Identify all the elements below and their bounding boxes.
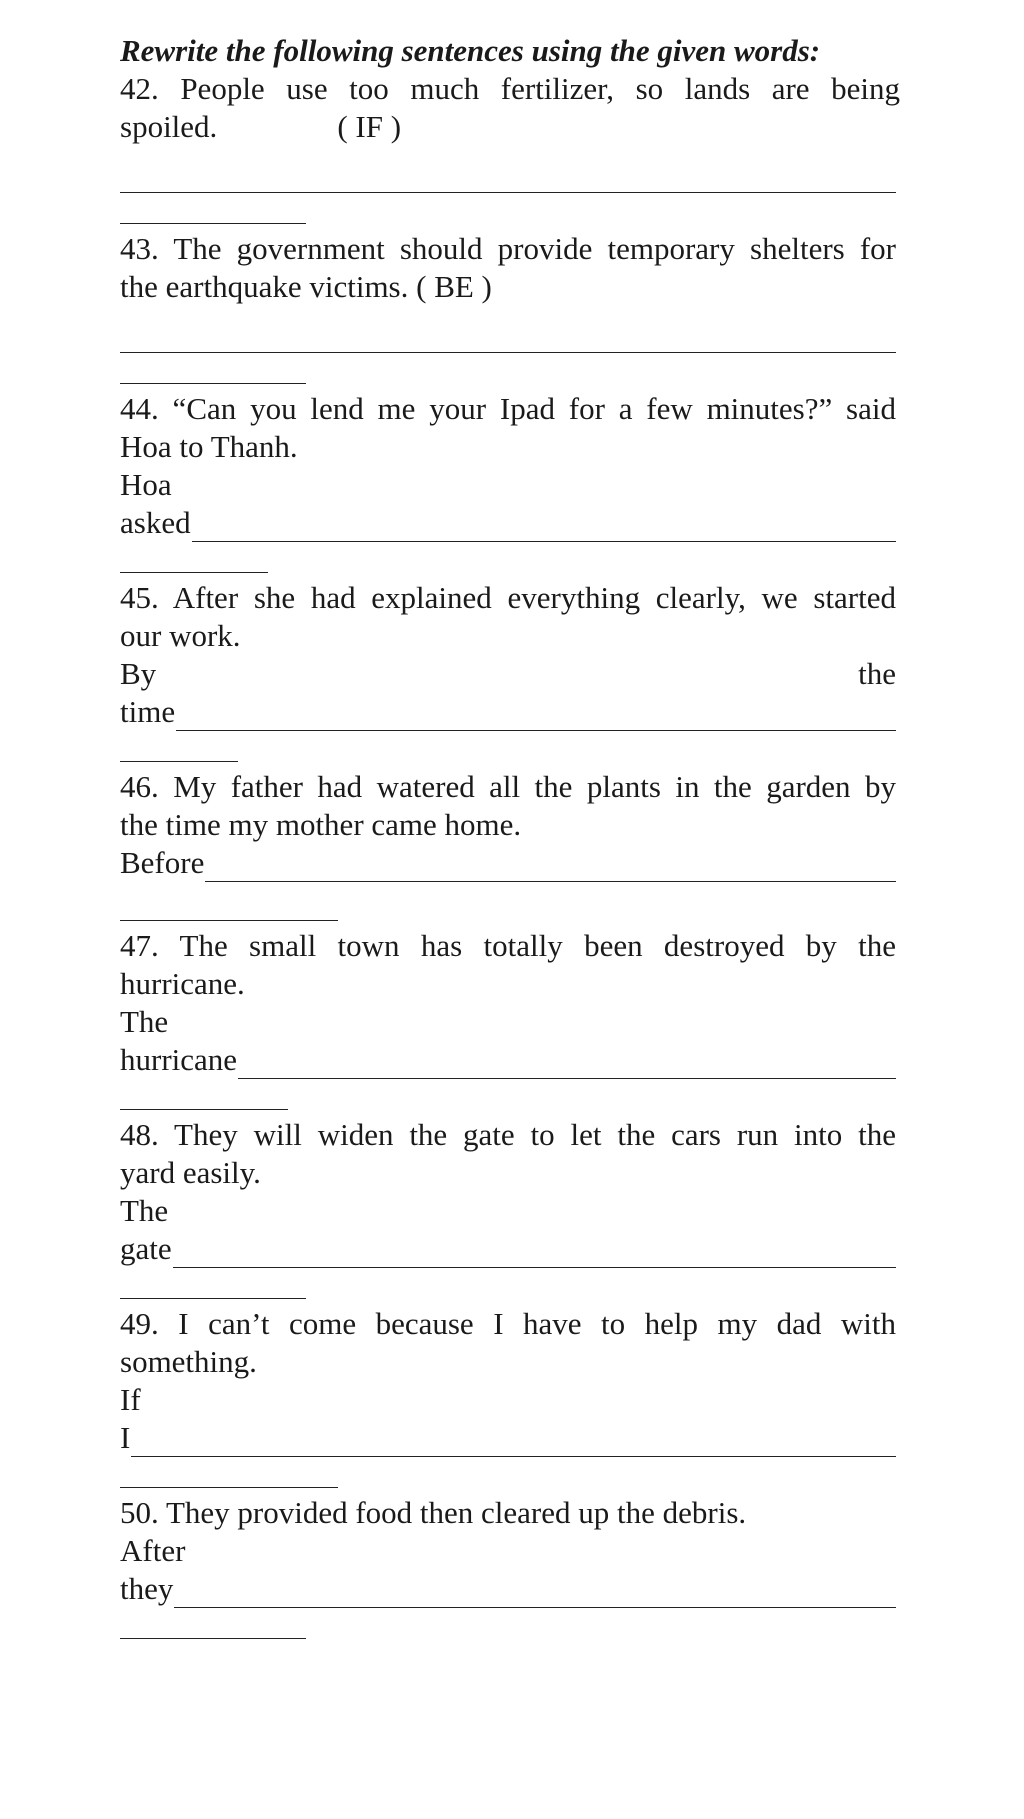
question-45	[120, 579, 900, 762]
question-44-start-word	[120, 466, 900, 504]
question-43	[120, 230, 900, 384]
question-48-text-line2	[120, 1154, 900, 1192]
question-50-start-word-1: After	[120, 1533, 186, 1568]
question-49-sentence: 49. I can’t come because I have to help my dad with	[120, 1306, 896, 1341]
question-49-start-word-2: I	[120, 1420, 131, 1455]
question-48-start-word	[120, 1192, 900, 1230]
answer-line-42[interactable]	[120, 162, 896, 193]
question-50-text-line1	[120, 1494, 900, 1532]
question-46-start-word-1: Before	[120, 845, 205, 880]
question-46	[120, 768, 900, 921]
question-49-text-line2	[120, 1343, 900, 1381]
question-47-sentence-end: hurricane.	[120, 966, 245, 1001]
question-44-sentence: 44. “Can you lend me your Ipad for a few minutes?” said	[120, 391, 896, 426]
question-42	[120, 70, 900, 224]
answer-line-48-continued[interactable]	[120, 1268, 306, 1299]
question-50-start-word	[120, 1532, 900, 1570]
question-50-sentence: 50. They provided food then cleared up the debris.	[120, 1495, 747, 1530]
question-44-start-word-2: asked	[120, 505, 191, 540]
question-50-start-word-2: they	[120, 1571, 174, 1606]
question-43-sentence: 43. The government should provide temporary shelters for	[120, 231, 896, 266]
question-49-start-word-1: If	[120, 1382, 141, 1417]
worksheet-title: Rewrite the following sentences using the given words:	[120, 33, 821, 68]
question-47-start-word	[120, 1003, 900, 1041]
question-45-answer-row	[120, 693, 896, 731]
question-47-text-line1	[120, 927, 900, 965]
question-44-text-line2	[120, 428, 900, 466]
question-50-answer-row	[120, 1570, 896, 1608]
question-49	[120, 1305, 900, 1488]
question-46-text-line1	[120, 768, 900, 806]
answer-line-50-continued[interactable]	[120, 1608, 306, 1639]
question-46-answer-row	[120, 844, 896, 882]
question-43-text-line2	[120, 268, 900, 306]
question-43-text-line1	[120, 230, 900, 268]
question-47	[120, 927, 900, 1110]
answer-line-42-continued[interactable]	[120, 193, 306, 224]
question-45-start-word-2: time	[120, 694, 176, 729]
worksheet	[120, 32, 900, 1639]
question-48-text-line1	[120, 1116, 900, 1154]
question-45-start-word-1-right: the	[858, 656, 896, 691]
question-45-sentence: 45. After she had explained everything clearly, we started	[120, 580, 896, 615]
question-50	[120, 1494, 900, 1639]
question-42-given-word: ( IF )	[337, 109, 402, 144]
answer-line-43-continued[interactable]	[120, 353, 306, 384]
question-42-text-line2	[120, 108, 900, 146]
question-45-sentence-end: our work.	[120, 618, 241, 653]
question-45-start-word-1: By	[120, 656, 157, 691]
answer-line-44[interactable]	[192, 511, 896, 542]
question-49-text-line1	[120, 1305, 900, 1343]
answer-line-45[interactable]	[176, 700, 896, 731]
question-46-sentence: 46. My father had watered all the plants in the garden by	[120, 769, 896, 804]
question-44-sentence-end: Hoa to Thanh.	[120, 429, 298, 464]
question-48-start-word-2: gate	[120, 1231, 172, 1266]
answer-line-49[interactable]	[131, 1426, 896, 1457]
question-43-sentence-end: the earthquake victims. ( BE )	[120, 269, 492, 304]
question-48-start-word-1: The	[120, 1193, 169, 1228]
question-46-text-line2	[120, 806, 900, 844]
answer-line-49-continued[interactable]	[120, 1457, 338, 1488]
question-48-sentence-end: yard easily.	[120, 1155, 261, 1190]
question-44-answer-row	[120, 504, 896, 542]
answer-line-48[interactable]	[173, 1237, 896, 1268]
answer-line-46-continued[interactable]	[120, 890, 338, 921]
question-42-sentence: 42. People use too much fertilizer, so lands are being	[120, 71, 900, 106]
question-42-text-line1	[120, 70, 900, 108]
question-47-start-word-2: hurricane	[120, 1042, 238, 1077]
answer-line-46[interactable]	[205, 851, 896, 882]
question-45-text-line1	[120, 579, 900, 617]
question-48-sentence: 48. They will widen the gate to let the cars run into the	[120, 1117, 896, 1152]
answer-line-47-continued[interactable]	[120, 1079, 288, 1110]
question-49-start-word	[120, 1381, 900, 1419]
answer-line-50[interactable]	[174, 1577, 896, 1608]
question-44	[120, 390, 900, 573]
question-47-text-line2	[120, 965, 900, 1003]
question-48	[120, 1116, 900, 1299]
question-45-text-line2	[120, 617, 900, 655]
question-46-sentence-end: the time my mother came home.	[120, 807, 522, 842]
answer-line-45-continued[interactable]	[120, 731, 238, 762]
question-44-start-word-1: Hoa	[120, 467, 172, 502]
question-45-start-word	[120, 655, 896, 693]
answer-line-47[interactable]	[238, 1048, 896, 1079]
question-42-sentence-end: spoiled.	[120, 109, 218, 144]
question-47-answer-row	[120, 1041, 896, 1079]
question-49-answer-row	[120, 1419, 896, 1457]
answer-line-44-continued[interactable]	[120, 542, 268, 573]
answer-line-43[interactable]	[120, 322, 896, 353]
question-47-start-word-1: The	[120, 1004, 169, 1039]
question-49-sentence-end: something.	[120, 1344, 257, 1379]
question-48-answer-row	[120, 1230, 896, 1268]
question-44-text-line1	[120, 390, 900, 428]
question-47-sentence: 47. The small town has totally been destroyed by the	[120, 928, 896, 963]
